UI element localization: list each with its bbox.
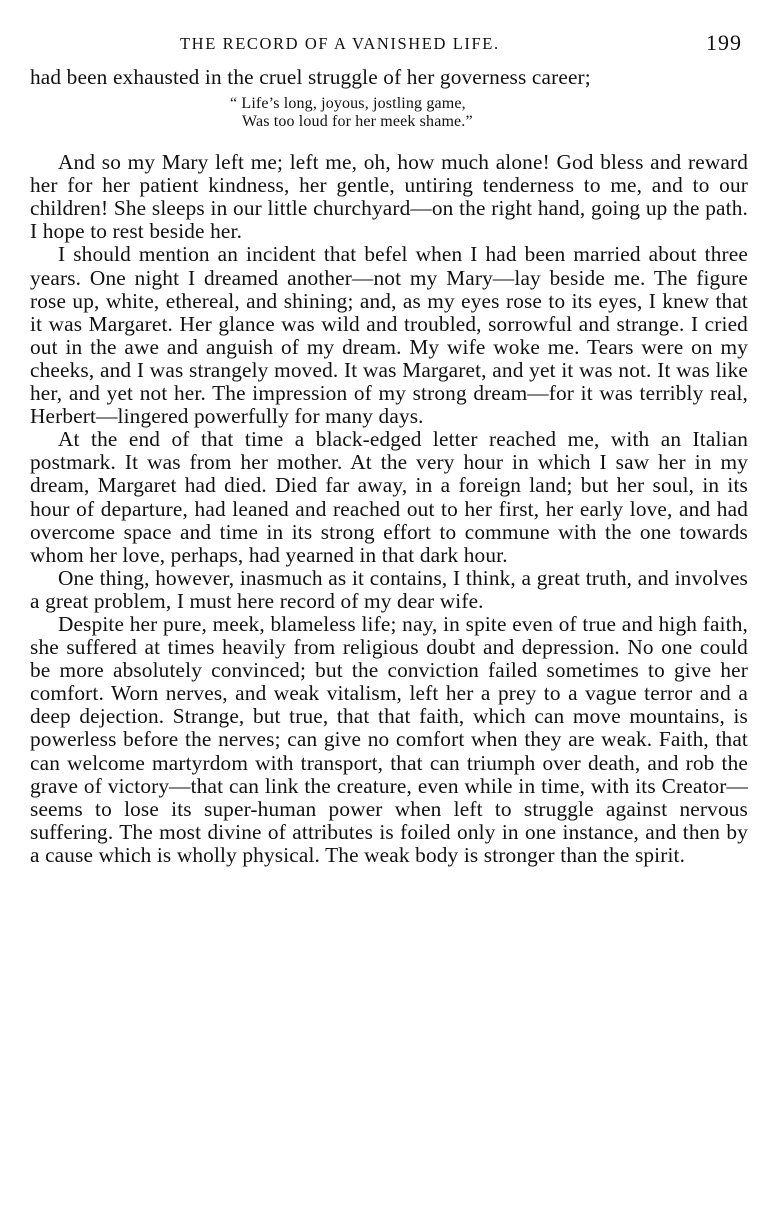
running-head <box>30 26 748 66</box>
paragraph: At the end of that time a black-edged letter reached me, with an Italian postmark. It was from her mother. At the very hour in which I saw her in my dream, Margaret had died. Died far away, in a foreign land; but her soul, in its hour of departure, had leaned and reached out to her first, her early love, and had overcome space and time in its strong effort to commune with the one towards whom her love, perhaps, had yearned in that dark hour. <box>30 427 748 567</box>
page-number: 199 <box>706 30 742 55</box>
paragraph: One thing, however, inasmuch as it contains, I think, a great truth, and involves a great problem, I must here record of my dear wife. <box>30 565 748 613</box>
paragraph: I should mention an incident that befel when I had been married about three years. One night I dreamed another—not my Mary—lay beside me. The figure rose up, white, ethereal, and shining; and, as my eyes rose to its eyes, I knew that it was Margaret. Her glance was wild and troubled, sorrowful and strange. I cried out in the awe and anguish of my dream. My wife woke me. Tears were on my cheeks, and I was strangely moved. It was Margaret, and yet it was not. It was like her, and yet not her. The impression of my strong dream—for it was terribly real, Herbert—lingered powerfully for many days. <box>30 242 748 429</box>
running-title: THE RECORD OF A VANISHED LIFE. <box>180 34 500 53</box>
paragraph: And so my Mary left me; left me, oh, how much alone! God bless and reward her for her patient kindness, her gentle, untiring tenderness to me, and to our children! She sleeps in our little churchyard—on the right hand, going up the path. I hope to rest beside her. <box>30 150 748 244</box>
verse-quotation <box>30 95 748 131</box>
paragraph-continuation: had been exhausted in the cruel struggle of her governess career; <box>30 65 591 89</box>
verse-line: Was too loud for her meek shame.” <box>242 113 473 131</box>
paragraph: Despite her pure, meek, blameless life; nay, in spite even of true and high faith, she suffered at times heavily from religious doubt and depression. No one could be more absolutely convinced; but the conviction failed sometimes to give her comfort. Worn nerves, and weak vitalism, left her a prey to a vague terror and a deep dejection. Strange, but true, that that faith, which can move mountains, is powerless before the nerves; can give no comfort when they are weak. Faith, that can welcome martyrdom with transport, that can triumph over death, and rob the grave of victory—that can link the creature, even while in time, with its Creator—seems to lose its super-human power when left to struggle against nervous suffering. The most divine of attributes is foiled only in one instance, and then by a cause which is wholly physical. The weak body is stronger than the spirit. <box>30 611 748 867</box>
body-text <box>30 66 748 867</box>
verse-line: “ Life’s long, joyous, jostling game, <box>230 95 466 113</box>
